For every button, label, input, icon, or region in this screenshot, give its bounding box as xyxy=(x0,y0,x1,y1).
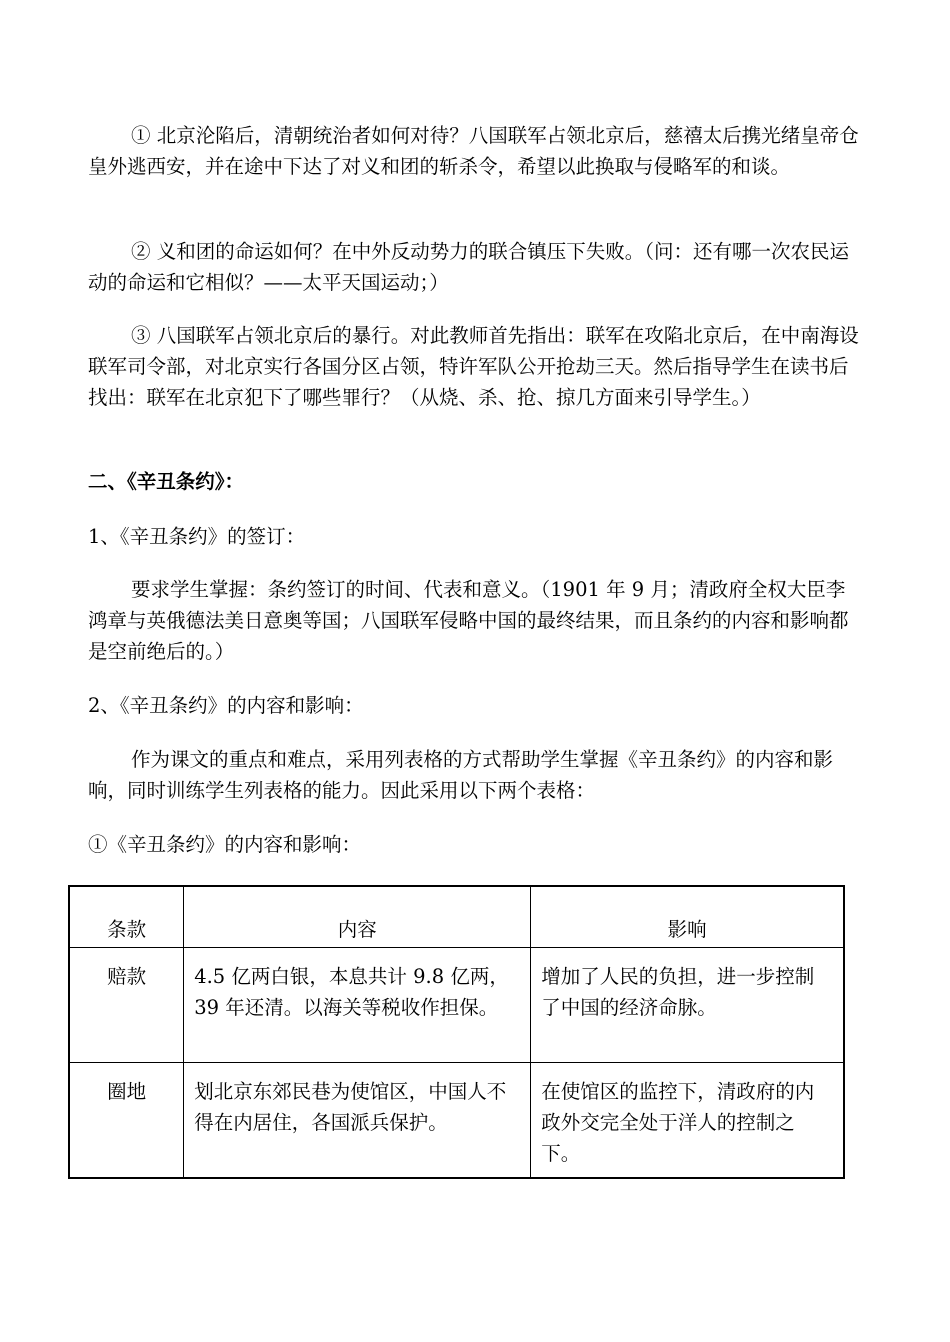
table-row xyxy=(69,948,844,1063)
table-row xyxy=(69,1063,844,1178)
cell-impact: 增加了人民的负担，进一步控制了中国的经济命脉。 xyxy=(531,948,844,1063)
table-header-row xyxy=(69,886,844,948)
paragraph-atrocities: ③ 八国联军占领北京后的暴行。对此教师首先指出：联军在攻陷北京后，在中南海设联军司令部，对北京实行各国分区占领，特许军队公开抢劫三天。然后指导学生在读书后找出：联军在北京犯下了哪些罪行？（从烧、杀、抢、掠几方面来引导学生。） xyxy=(88,324,859,409)
section-heading-xinchou: 二、《辛丑条约》： xyxy=(88,470,245,493)
cell-content: 划北京东郊民巷为使馆区，中国人不得在内居住，各国派兵保护。 xyxy=(184,1063,531,1178)
cell-clause: 圈地 xyxy=(69,1063,184,1178)
cell-clause: 赔款 xyxy=(69,948,184,1063)
paragraph-content-impact: 作为课文的重点和难点，采用列表格的方式帮助学生掌握《辛丑条约》的内容和影响，同时训练学生列表格的能力。因此采用以下两个表格： xyxy=(88,748,834,802)
cell-impact: 在使馆区的监控下，清政府的内政外交完全处于洋人的控制之下。 xyxy=(531,1063,844,1178)
header-clause: 条款 xyxy=(69,886,184,948)
paragraph-signing: 要求学生掌握：条约签订的时间、代表和意义。（1901 年 9 月；清政府全权大臣李鸿章与英俄德法美日意奥等国；八国联军侵略中国的最终结果，而且条约的内容和影响都是空前绝后的。） xyxy=(88,578,849,663)
table-caption: ①《辛丑条约》的内容和影响： xyxy=(88,833,362,856)
paragraph-beijing-fall: ① 北京沦陷后，清朝统治者如何对待？八国联军占领北京后，慈禧太后携光绪皇帝仓皇外逃西安，并在途中下达了对义和团的斩杀令，希望以此换取与侵略军的和谈。 xyxy=(88,124,859,178)
paragraph-boxer-fate: ② 义和团的命运如何？在中外反动势力的联合镇压下失败。（问：还有哪一次农民运动的命运和它相似？——太平天国运动；） xyxy=(88,240,849,294)
treaty-table xyxy=(68,885,845,1179)
header-content: 内容 xyxy=(184,886,531,948)
cell-content: 4.5 亿两白银，本息共计 9.8 亿两，39 年还清。以海关等税收作担保。 xyxy=(184,948,531,1063)
subheading-content-impact: 2、《辛丑条约》的内容和影响： xyxy=(88,694,364,717)
header-impact: 影响 xyxy=(531,886,844,948)
subheading-signing: 1、《辛丑条约》的签订： xyxy=(88,525,306,548)
